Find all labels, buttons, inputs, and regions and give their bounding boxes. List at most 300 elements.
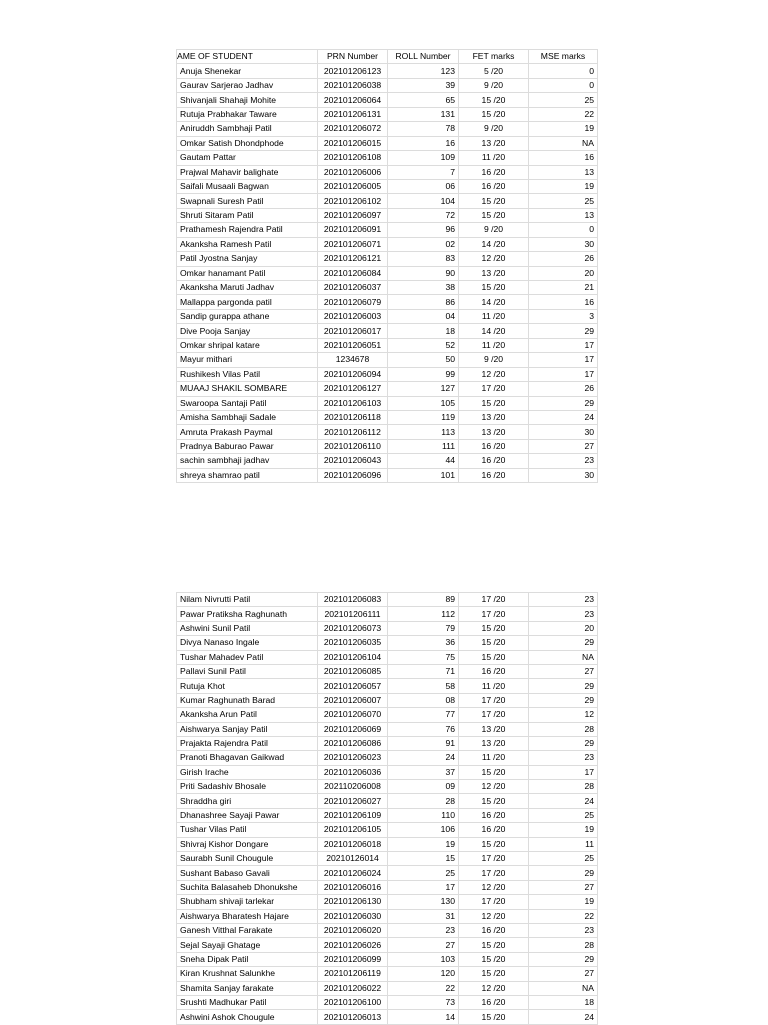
prn-number-cell: 202101206064	[318, 93, 388, 107]
prn-number-cell: 202101206018	[318, 837, 388, 851]
fet-marks-cell: 17 /20	[459, 693, 529, 707]
roll-number-cell: 14	[388, 1010, 459, 1024]
fet-marks-cell: 16 /20	[459, 439, 529, 453]
mse-marks-cell: 19	[529, 122, 598, 136]
mse-marks-cell: 25	[529, 93, 598, 107]
roll-number-cell: 79	[388, 621, 459, 635]
prn-number-cell: 202101206043	[318, 454, 388, 468]
mse-marks-cell: 0	[529, 78, 598, 92]
roll-number-cell: 52	[388, 338, 459, 352]
table-row	[177, 468, 598, 482]
fet-marks-cell: 17 /20	[459, 895, 529, 909]
table-row	[177, 794, 598, 808]
student-name-cell: Tushar Vilas Patil	[177, 823, 318, 837]
fet-marks-cell: 11 /20	[459, 679, 529, 693]
fet-marks-cell: 13 /20	[459, 736, 529, 750]
roll-number-cell: 90	[388, 266, 459, 280]
mse-marks-cell: 29	[529, 636, 598, 650]
student-name-cell: Prathamesh Rajendra Patil	[177, 223, 318, 237]
prn-number-cell: 202101206069	[318, 722, 388, 736]
roll-number-cell: 123	[388, 64, 459, 78]
prn-number-cell: 202101206020	[318, 923, 388, 937]
fet-marks-cell: 12 /20	[459, 780, 529, 794]
prn-number-cell: 202101206127	[318, 382, 388, 396]
prn-number-cell: 202101206131	[318, 107, 388, 121]
prn-number-cell: 202101206073	[318, 621, 388, 635]
prn-number-cell: 202101206022	[318, 981, 388, 995]
roll-number-cell: 96	[388, 223, 459, 237]
prn-number-cell: 202101206027	[318, 794, 388, 808]
student-marks-table-1	[176, 49, 598, 483]
student-name-cell: Saifali Musaali Bagwan	[177, 179, 318, 193]
fet-marks-cell: 13 /20	[459, 136, 529, 150]
student-name-cell: Sneha Dipak Patil	[177, 952, 318, 966]
table-row	[177, 923, 598, 937]
prn-number-cell: 202101206051	[318, 338, 388, 352]
table-row	[177, 338, 598, 352]
student-name-cell: MUAAJ SHAKIL SOMBARE	[177, 382, 318, 396]
mse-marks-cell: NA	[529, 136, 598, 150]
table-row	[177, 179, 598, 193]
fet-marks-cell: 14 /20	[459, 324, 529, 338]
table-row	[177, 78, 598, 92]
student-name-cell: Priti Sadashiv Bhosale	[177, 780, 318, 794]
roll-number-cell: 101	[388, 468, 459, 482]
fet-marks-cell: 16 /20	[459, 468, 529, 482]
table-row	[177, 736, 598, 750]
table-row	[177, 64, 598, 78]
mse-marks-cell: 28	[529, 722, 598, 736]
roll-number-cell: 75	[388, 650, 459, 664]
student-name-cell: Omkar shripal katare	[177, 338, 318, 352]
table-row	[177, 722, 598, 736]
fet-marks-cell: 15 /20	[459, 107, 529, 121]
table-row	[177, 122, 598, 136]
roll-number-cell: 103	[388, 952, 459, 966]
student-name-cell: Rutuja Prabhakar Taware	[177, 107, 318, 121]
mse-marks-cell: 29	[529, 324, 598, 338]
fet-marks-cell: 9 /20	[459, 223, 529, 237]
roll-number-cell: 18	[388, 324, 459, 338]
student-name-cell: Rushikesh Vilas Patil	[177, 367, 318, 381]
fet-marks-cell: 12 /20	[459, 367, 529, 381]
prn-number-cell: 202101206112	[318, 425, 388, 439]
fet-marks-cell: 17 /20	[459, 852, 529, 866]
fet-marks-cell: 5 /20	[459, 64, 529, 78]
table-row	[177, 636, 598, 650]
table-row	[177, 981, 598, 995]
mse-marks-cell: 0	[529, 223, 598, 237]
mse-marks-cell: 29	[529, 952, 598, 966]
mse-marks-cell: 30	[529, 237, 598, 251]
mse-marks-cell: 13	[529, 208, 598, 222]
prn-number-cell: 202101206035	[318, 636, 388, 650]
prn-number-cell: 202101206094	[318, 367, 388, 381]
student-name-cell: Dhanashree Sayaji Pawar	[177, 808, 318, 822]
table-row	[177, 967, 598, 981]
fet-marks-cell: 17 /20	[459, 593, 529, 607]
roll-number-cell: 130	[388, 895, 459, 909]
roll-number-cell: 02	[388, 237, 459, 251]
prn-number-cell: 202101206015	[318, 136, 388, 150]
table-row	[177, 237, 598, 251]
fet-marks-cell: 12 /20	[459, 981, 529, 995]
fet-marks-cell: 9 /20	[459, 78, 529, 92]
mse-marks-cell: 25	[529, 808, 598, 822]
student-name-cell: Shivraj Kishor Dongare	[177, 837, 318, 851]
mse-marks-cell: 23	[529, 751, 598, 765]
fet-marks-cell: 15 /20	[459, 281, 529, 295]
table-row	[177, 621, 598, 635]
fet-marks-cell: 15 /20	[459, 794, 529, 808]
prn-number-cell: 202101206005	[318, 179, 388, 193]
roll-number-cell: 04	[388, 309, 459, 323]
student-name-cell: Omkar Satish Dhondphode	[177, 136, 318, 150]
student-name-cell: Srushti Madhukar Patil	[177, 995, 318, 1009]
table-row	[177, 410, 598, 424]
student-marks-table-2	[176, 592, 598, 1025]
student-name-cell: Shraddha giri	[177, 794, 318, 808]
fet-marks-cell: 15 /20	[459, 952, 529, 966]
table-row	[177, 866, 598, 880]
table-row	[177, 382, 598, 396]
roll-number-cell: 72	[388, 208, 459, 222]
student-name-cell: Saurabh Sunil Chougule	[177, 852, 318, 866]
prn-number-cell: 202101206003	[318, 309, 388, 323]
student-name-cell: Rutuja Khot	[177, 679, 318, 693]
student-name-cell: Kiran Krushnat Salunkhe	[177, 967, 318, 981]
student-name-cell: Akanksha Ramesh Patil	[177, 237, 318, 251]
prn-number-cell: 202101206085	[318, 664, 388, 678]
table-row	[177, 664, 598, 678]
mse-marks-cell: 29	[529, 396, 598, 410]
prn-number-cell: 202101206006	[318, 165, 388, 179]
student-name-cell: Aniruddh Sambhaji Patil	[177, 122, 318, 136]
table-row	[177, 1010, 598, 1024]
mse-marks-cell: 28	[529, 938, 598, 952]
prn-number-cell: 202101206072	[318, 122, 388, 136]
table-row	[177, 295, 598, 309]
mse-marks-cell: 17	[529, 367, 598, 381]
prn-number-cell: 202101206036	[318, 765, 388, 779]
header-row	[177, 50, 598, 64]
roll-number-cell: 50	[388, 353, 459, 367]
prn-number-cell: 202101206118	[318, 410, 388, 424]
roll-number-cell: 104	[388, 194, 459, 208]
prn-number-cell: 202101206070	[318, 708, 388, 722]
roll-number-cell: 113	[388, 425, 459, 439]
fet-marks-cell: 15 /20	[459, 650, 529, 664]
fet-marks-cell: 17 /20	[459, 382, 529, 396]
roll-number-cell: 83	[388, 252, 459, 266]
mse-marks-cell: 11	[529, 837, 598, 851]
student-name-cell: Ashwini Ashok Chougule	[177, 1010, 318, 1024]
mse-marks-cell: 27	[529, 439, 598, 453]
roll-number-cell: 65	[388, 93, 459, 107]
roll-number-cell: 28	[388, 794, 459, 808]
roll-number-cell: 99	[388, 367, 459, 381]
roll-number-cell: 76	[388, 722, 459, 736]
roll-number-cell: 15	[388, 852, 459, 866]
student-name-cell: Aishwarya Bharatesh Hajare	[177, 909, 318, 923]
fet-marks-cell: 15 /20	[459, 765, 529, 779]
roll-number-cell: 89	[388, 593, 459, 607]
student-name-cell: Gautam Pattar	[177, 151, 318, 165]
table-row	[177, 938, 598, 952]
student-name-cell: Pawar Pratiksha Raghunath	[177, 607, 318, 621]
mse-marks-cell: 23	[529, 607, 598, 621]
mse-marks-cell: 19	[529, 895, 598, 909]
student-name-cell: Mayur mithari	[177, 353, 318, 367]
roll-number-cell: 31	[388, 909, 459, 923]
student-name-cell: Tushar Mahadev Patil	[177, 650, 318, 664]
mse-marks-cell: 17	[529, 765, 598, 779]
student-name-cell: Ganesh Vitthal Farakate	[177, 923, 318, 937]
fet-marks-cell: 11 /20	[459, 338, 529, 352]
fet-marks-cell: 12 /20	[459, 252, 529, 266]
mse-marks-cell: 27	[529, 664, 598, 678]
student-name-cell: Mallappa pargonda patil	[177, 295, 318, 309]
student-name-cell: Shamita Sanjay farakate	[177, 981, 318, 995]
fet-marks-cell: 16 /20	[459, 808, 529, 822]
mse-marks-cell: 16	[529, 295, 598, 309]
table-row	[177, 324, 598, 338]
mse-marks-cell: 27	[529, 880, 598, 894]
mse-marks-cell: 20	[529, 621, 598, 635]
mse-marks-cell: 22	[529, 107, 598, 121]
roll-number-cell: 7	[388, 165, 459, 179]
prn-number-cell: 202101206104	[318, 650, 388, 664]
fet-marks-cell: 14 /20	[459, 295, 529, 309]
fet-marks-cell: 16 /20	[459, 923, 529, 937]
mse-marks-cell: 24	[529, 794, 598, 808]
fet-marks-cell: 16 /20	[459, 664, 529, 678]
fet-marks-cell: 12 /20	[459, 880, 529, 894]
prn-number-cell: 202101206024	[318, 866, 388, 880]
table-row	[177, 751, 598, 765]
prn-number-cell: 202101206091	[318, 223, 388, 237]
student-name-cell: Shruti Sitaram Patil	[177, 208, 318, 222]
table-row	[177, 309, 598, 323]
student-name-cell: Amisha Sambhaji Sadale	[177, 410, 318, 424]
roll-number-cell: 39	[388, 78, 459, 92]
student-name-cell: Suchita Balasaheb Dhonukshe	[177, 880, 318, 894]
header-roll-number: ROLL Number	[388, 50, 459, 64]
prn-number-cell: 202101206030	[318, 909, 388, 923]
table-row	[177, 396, 598, 410]
table-row	[177, 679, 598, 693]
prn-number-cell: 202101206016	[318, 880, 388, 894]
prn-number-cell: 202101206023	[318, 751, 388, 765]
mse-marks-cell: 17	[529, 353, 598, 367]
student-name-cell: Patil Jyostna Sanjay	[177, 252, 318, 266]
roll-number-cell: 109	[388, 151, 459, 165]
roll-number-cell: 36	[388, 636, 459, 650]
fet-marks-cell: 16 /20	[459, 995, 529, 1009]
student-name-cell: Dive Pooja Sanjay	[177, 324, 318, 338]
roll-number-cell: 112	[388, 607, 459, 621]
fet-marks-cell: 15 /20	[459, 194, 529, 208]
prn-number-cell: 202101206083	[318, 593, 388, 607]
table-row	[177, 252, 598, 266]
table-row	[177, 454, 598, 468]
roll-number-cell: 110	[388, 808, 459, 822]
student-name-cell: Shubham shivaji tarlekar	[177, 895, 318, 909]
table-row	[177, 266, 598, 280]
table-row	[177, 693, 598, 707]
mse-marks-cell: 22	[529, 909, 598, 923]
mse-marks-cell: 18	[529, 995, 598, 1009]
roll-number-cell: 71	[388, 664, 459, 678]
fet-marks-cell: 15 /20	[459, 621, 529, 635]
mse-marks-cell: 26	[529, 252, 598, 266]
mse-marks-cell: 23	[529, 923, 598, 937]
fet-marks-cell: 17 /20	[459, 607, 529, 621]
mse-marks-cell: 0	[529, 64, 598, 78]
student-name-cell: Kumar Raghunath Barad	[177, 693, 318, 707]
table-row	[177, 425, 598, 439]
table-row	[177, 593, 598, 607]
student-name-cell: Pradnya Baburao Pawar	[177, 439, 318, 453]
fet-marks-cell: 15 /20	[459, 93, 529, 107]
fet-marks-cell: 17 /20	[459, 708, 529, 722]
fet-marks-cell: 16 /20	[459, 179, 529, 193]
mse-marks-cell: 20	[529, 266, 598, 280]
prn-number-cell: 202101206084	[318, 266, 388, 280]
table-row	[177, 995, 598, 1009]
roll-number-cell: 119	[388, 410, 459, 424]
student-name-cell: Pallavi Sunil Patil	[177, 664, 318, 678]
roll-number-cell: 78	[388, 122, 459, 136]
roll-number-cell: 106	[388, 823, 459, 837]
table-row	[177, 708, 598, 722]
mse-marks-cell: 13	[529, 165, 598, 179]
student-name-cell: shreya shamrao patil	[177, 468, 318, 482]
prn-number-cell: 202101206099	[318, 952, 388, 966]
table-row	[177, 823, 598, 837]
roll-number-cell: 37	[388, 765, 459, 779]
roll-number-cell: 16	[388, 136, 459, 150]
header-prn-number: PRN Number	[318, 50, 388, 64]
table-row	[177, 880, 598, 894]
mse-marks-cell: 27	[529, 967, 598, 981]
prn-number-cell: 202101206130	[318, 895, 388, 909]
roll-number-cell: 06	[388, 179, 459, 193]
table-row	[177, 151, 598, 165]
header-student-name: AME OF STUDENT	[177, 50, 318, 64]
student-name-cell: Sandip gurappa athane	[177, 309, 318, 323]
fet-marks-cell: 15 /20	[459, 396, 529, 410]
roll-number-cell: 127	[388, 382, 459, 396]
header-mse-marks: MSE marks	[529, 50, 598, 64]
fet-marks-cell: 11 /20	[459, 309, 529, 323]
student-name-cell: Amruta Prakash Paymal	[177, 425, 318, 439]
roll-number-cell: 131	[388, 107, 459, 121]
table-row	[177, 208, 598, 222]
prn-number-cell: 202101206111	[318, 607, 388, 621]
header-fet-marks: FET marks	[459, 50, 529, 64]
fet-marks-cell: 14 /20	[459, 237, 529, 251]
fet-marks-cell: 15 /20	[459, 208, 529, 222]
roll-number-cell: 08	[388, 693, 459, 707]
fet-marks-cell: 9 /20	[459, 353, 529, 367]
prn-number-cell: 202101206013	[318, 1010, 388, 1024]
prn-number-cell: 1234678	[318, 353, 388, 367]
prn-number-cell: 202101206103	[318, 396, 388, 410]
mse-marks-cell: 19	[529, 823, 598, 837]
fet-marks-cell: 16 /20	[459, 454, 529, 468]
student-name-cell: Ashwini Sunil Patil	[177, 621, 318, 635]
mse-marks-cell: 23	[529, 593, 598, 607]
fet-marks-cell: 15 /20	[459, 1010, 529, 1024]
mse-marks-cell: 28	[529, 780, 598, 794]
fet-marks-cell: 17 /20	[459, 866, 529, 880]
mse-marks-cell: 24	[529, 1010, 598, 1024]
prn-number-cell: 202101206086	[318, 736, 388, 750]
fet-marks-cell: 13 /20	[459, 722, 529, 736]
prn-number-cell: 202101206037	[318, 281, 388, 295]
prn-number-cell: 202101206100	[318, 995, 388, 1009]
fet-marks-cell: 13 /20	[459, 266, 529, 280]
mse-marks-cell: NA	[529, 981, 598, 995]
table-row	[177, 852, 598, 866]
student-name-cell: Girish Irache	[177, 765, 318, 779]
student-name-cell: Omkar hanamant Patil	[177, 266, 318, 280]
roll-number-cell: 38	[388, 281, 459, 295]
table-row	[177, 895, 598, 909]
student-name-cell: Akanksha Maruti Jadhav	[177, 281, 318, 295]
roll-number-cell: 19	[388, 837, 459, 851]
roll-number-cell: 25	[388, 866, 459, 880]
prn-number-cell: 202110206008	[318, 780, 388, 794]
mse-marks-cell: 29	[529, 736, 598, 750]
table-row	[177, 107, 598, 121]
roll-number-cell: 77	[388, 708, 459, 722]
table-row	[177, 607, 598, 621]
mse-marks-cell: 19	[529, 179, 598, 193]
mse-marks-cell: 3	[529, 309, 598, 323]
prn-number-cell: 202101206121	[318, 252, 388, 266]
student-name-cell: Divya Nanaso Ingale	[177, 636, 318, 650]
student-name-cell: Gaurav Sarjerao Jadhav	[177, 78, 318, 92]
student-name-cell: Swapnali Suresh Patil	[177, 194, 318, 208]
prn-number-cell: 202101206096	[318, 468, 388, 482]
prn-number-cell: 202101206119	[318, 967, 388, 981]
roll-number-cell: 105	[388, 396, 459, 410]
table-row	[177, 765, 598, 779]
roll-number-cell: 58	[388, 679, 459, 693]
prn-number-cell: 20210126014	[318, 852, 388, 866]
mse-marks-cell: 30	[529, 425, 598, 439]
table-row	[177, 353, 598, 367]
roll-number-cell: 23	[388, 923, 459, 937]
roll-number-cell: 22	[388, 981, 459, 995]
mse-marks-cell: 26	[529, 382, 598, 396]
fet-marks-cell: 13 /20	[459, 425, 529, 439]
fet-marks-cell: 15 /20	[459, 636, 529, 650]
table-row	[177, 952, 598, 966]
prn-number-cell: 202101206017	[318, 324, 388, 338]
mse-marks-cell: 30	[529, 468, 598, 482]
mse-marks-cell: 23	[529, 454, 598, 468]
student-name-cell: Sushant Babaso Gavali	[177, 866, 318, 880]
mse-marks-cell: 29	[529, 679, 598, 693]
mse-marks-cell: 24	[529, 410, 598, 424]
prn-number-cell: 202101206105	[318, 823, 388, 837]
fet-marks-cell: 15 /20	[459, 837, 529, 851]
roll-number-cell: 86	[388, 295, 459, 309]
prn-number-cell: 202101206109	[318, 808, 388, 822]
